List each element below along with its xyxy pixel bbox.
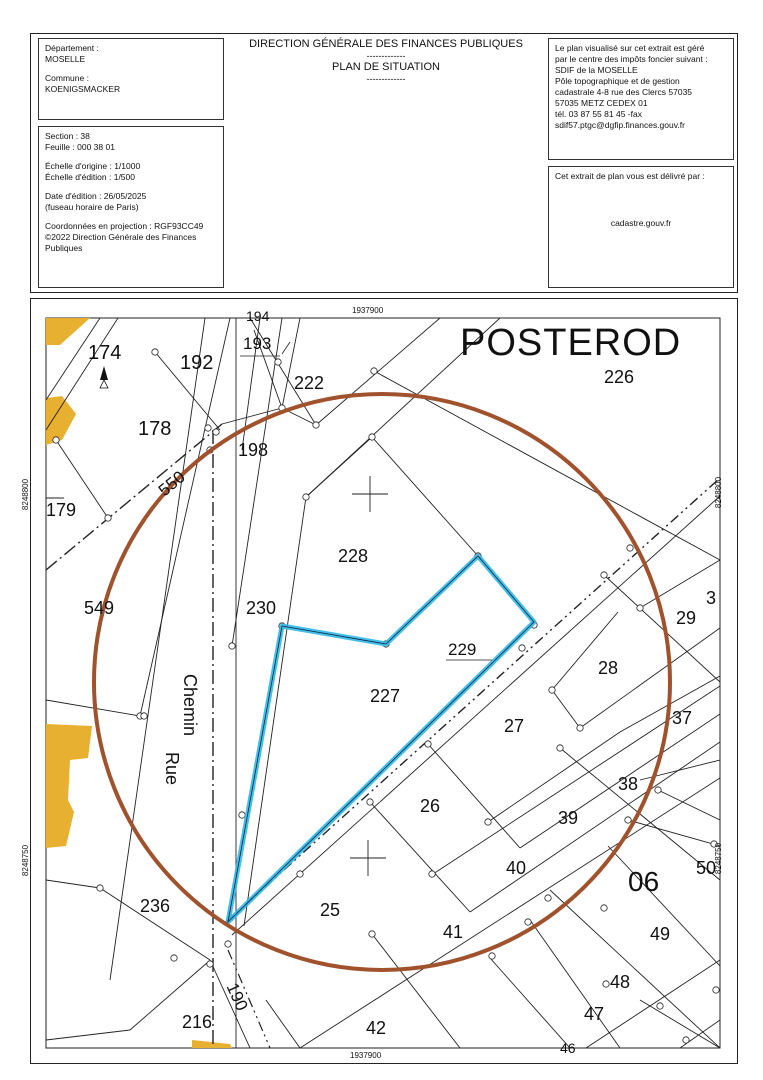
parcel-label-216: 216 bbox=[182, 1012, 213, 1032]
service-line: par le centre des impôts foncier suivant : bbox=[555, 54, 708, 64]
copyright-text-1: ©2022 Direction Générale des Finances bbox=[45, 232, 197, 242]
service-line: 57035 METZ CEDEX 01 bbox=[555, 98, 648, 108]
section-text: Section : 38 bbox=[45, 131, 90, 141]
scale-origin-text: Échelle d'origine : 1/1000 bbox=[45, 161, 141, 171]
service-line: cadastrale 4-8 rue des Clercs 57035 bbox=[555, 87, 693, 97]
timezone-text: (fuseau horaire de Paris) bbox=[45, 202, 139, 212]
delivery-label: Cet extrait de plan vous est délivré par : bbox=[555, 171, 705, 181]
coord-bottom-label: 1937900 bbox=[350, 1051, 382, 1060]
service-line: Pôle topographique et de gestion bbox=[555, 76, 680, 86]
header-title: DIRECTION GÉNÉRALE DES FINANCES PUBLIQUES bbox=[249, 38, 523, 50]
parcel-label-230: 230 bbox=[246, 598, 277, 618]
parcel-label-46: 46 bbox=[560, 1040, 576, 1056]
commune-value: KOENIGSMACKER bbox=[45, 84, 121, 94]
dept-value: MOSELLE bbox=[45, 54, 86, 64]
parcel-label-549: 549 bbox=[84, 598, 115, 618]
coord-top-label: 1937900 bbox=[352, 306, 384, 315]
parcel-label-236: 236 bbox=[140, 896, 171, 916]
coord-right-upper-label: 8248800 bbox=[714, 476, 724, 509]
service-line: SDIF de la MOSELLE bbox=[555, 65, 638, 75]
parcel-label-228: 228 bbox=[338, 546, 369, 566]
feuille-text: Feuille : 000 38 01 bbox=[45, 142, 115, 152]
parcel-label-41: 41 bbox=[443, 922, 464, 942]
coord-right-lower-label: 8248750 bbox=[714, 842, 724, 875]
building-shape bbox=[46, 724, 92, 848]
parcel-label-193: 193 bbox=[243, 334, 272, 353]
copyright-text-2: Publiques bbox=[45, 243, 83, 253]
parcel-label-27: 27 bbox=[504, 716, 525, 736]
parcel-label-29: 29 bbox=[676, 608, 697, 628]
parcel-label-49: 49 bbox=[650, 924, 671, 944]
building-shape bbox=[192, 1040, 232, 1048]
parcel-label-38: 38 bbox=[618, 774, 639, 794]
parcel-label-47: 47 bbox=[584, 1004, 605, 1024]
service-line: sdif57.ptgc@dgfip.finances.gouv.fr bbox=[555, 120, 685, 130]
parcel-label-227: 227 bbox=[370, 686, 401, 706]
road-number-190: 190 bbox=[222, 980, 252, 1014]
parcel-label-174: 174 bbox=[88, 342, 122, 364]
parcel-label-25: 25 bbox=[320, 900, 341, 920]
edition-date-text: Date d'édition : 26/05/2025 bbox=[45, 191, 147, 201]
section-number-label: 06 bbox=[628, 866, 660, 897]
parcel-label-222: 222 bbox=[294, 373, 325, 393]
parcel-label-37: 37 bbox=[672, 708, 693, 728]
parcel-label-48: 48 bbox=[610, 972, 631, 992]
parcel-label-42: 42 bbox=[366, 1018, 387, 1038]
road-number-550: 550 bbox=[154, 467, 189, 501]
parcel-label-39: 39 bbox=[558, 808, 579, 828]
building-shape bbox=[46, 318, 90, 345]
coord-left-lower-label: 8248750 bbox=[21, 844, 31, 877]
projection-text: Coordonnées en projection : RGF93CC49 bbox=[45, 221, 204, 231]
service-line: Le plan visualisé sur cet extrait est géré bbox=[555, 43, 705, 53]
dept-label: Département : bbox=[45, 43, 99, 53]
north-arrow-icon bbox=[100, 366, 108, 388]
parcel-label-40: 40 bbox=[506, 858, 527, 878]
header-dash-2: ------------- bbox=[366, 74, 406, 84]
parcel-label-50: 50 bbox=[696, 858, 717, 878]
header-dash-1: ------------- bbox=[366, 51, 406, 61]
lieu-dit-label: POSTEROD bbox=[460, 322, 682, 364]
parcel-label-28: 28 bbox=[598, 658, 619, 678]
coord-left-upper-label: 8248800 bbox=[21, 478, 31, 511]
building-shape bbox=[46, 396, 76, 445]
road-rue-label: Rue bbox=[162, 752, 182, 786]
parcel-label-229: 229 bbox=[448, 640, 477, 659]
parcel-label-226: 226 bbox=[604, 367, 635, 387]
parcel-label-192: 192 bbox=[180, 352, 214, 374]
parcel-label-198: 198 bbox=[238, 440, 269, 460]
parcel-label-178: 178 bbox=[138, 418, 172, 440]
service-line: tél. 03 87 55 81 45 -fax bbox=[555, 109, 642, 119]
road-chemin-label: Chemin bbox=[180, 674, 200, 737]
commune-label: Commune : bbox=[45, 73, 89, 83]
delivery-value: cadastre.gouv.fr bbox=[610, 218, 672, 228]
parcel-label-3: 3 bbox=[706, 588, 717, 608]
parcel-label-179: 179 bbox=[46, 500, 77, 520]
parcel-label-26: 26 bbox=[420, 796, 441, 816]
parcel-label-194: 194 bbox=[246, 308, 270, 324]
scale-edition-text: Échelle d'édition : 1/500 bbox=[45, 172, 135, 182]
header-subtitle: PLAN DE SITUATION bbox=[332, 61, 440, 73]
